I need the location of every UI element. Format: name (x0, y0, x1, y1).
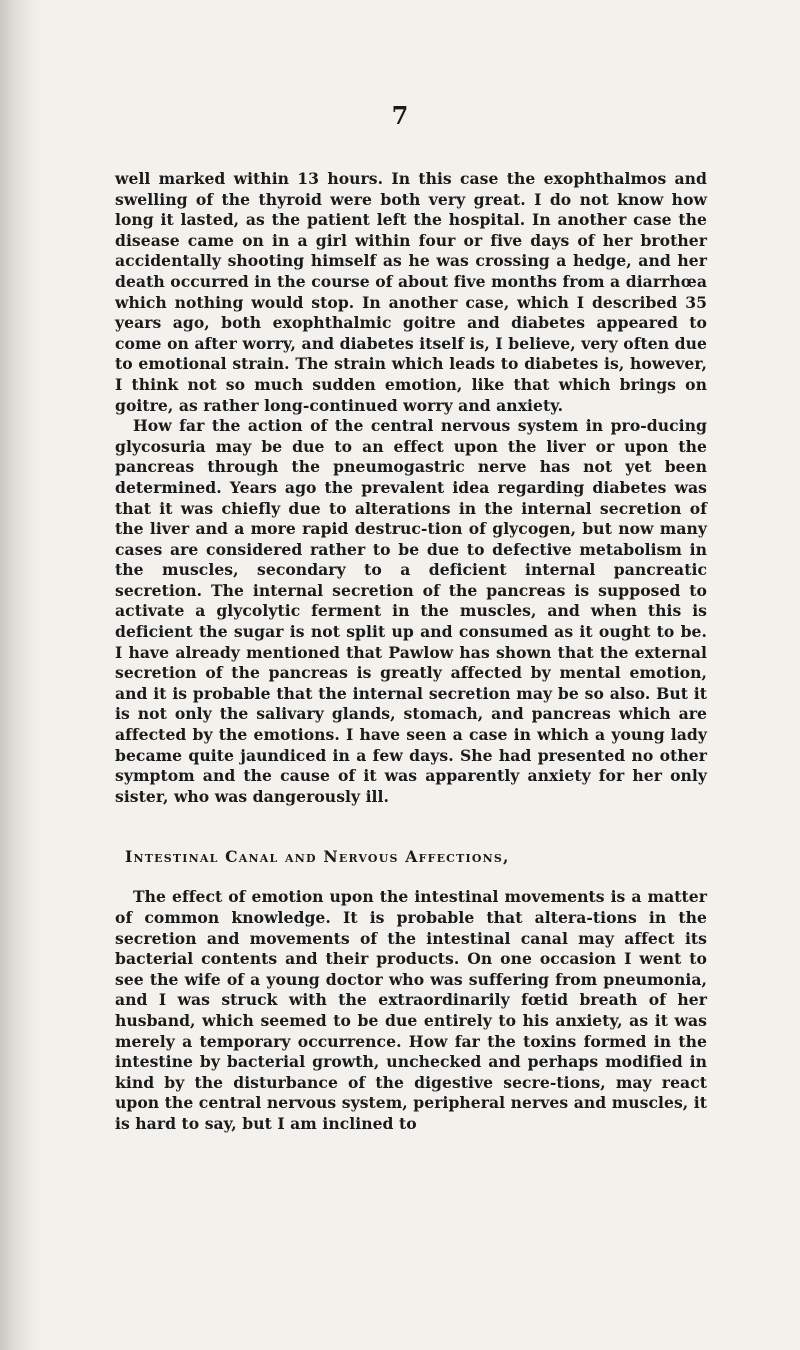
paragraph-1: well marked within 13 hours. In this case the exophthalmos and swelling of the thyroid were both very great. I do not know how long it lasted, as the patient left the hospital. In another case the disease came on in a girl within four or five days of her brother accidentally shooting himself as he was crossing a hedge, and her death occurred in the course of about five months from a diarrhœa which nothing would stop. In another case, which I described 35 years ago, both exophthalmic goitre and diabetes appeared to come on after worry, and diabetes itself is, I believe, very often due to emotional strain. The strain which leads to diabetes is, however, I think not so much sudden emotion, like that which brings on goitre, as rather long-continued worry and anxiety. (115, 169, 707, 415)
paragraph-2: How far the action of the central nervous system in pro-ducing glycosuria may be due to an effect upon the liver or upon the pancreas through the pneumogastric nerve has not yet been determined. Years ago the prevalent idea regarding diabetes was that it was chiefly due to alterations in the internal secretion of the liver and a more rapid destruc-tion of glycogen, but now many cases are considered rather to be due to defective metabolism in the muscles, secondary to a deficient internal pancreatic secretion. The internal secretion of the pancreas is supposed to activate a glycolytic ferment in the muscles, and when this is deficient the sugar is not split up and consumed as it ought to be. I have already mentioned that Pawlow has shown that the external secretion of the pancreas is greatly affected by mental emotion, and it is probable that the internal secretion may be so also. But it is not only the salivary glands, stomach, and pancreas which are affected by the emotions. I have seen a case in which a young lady became quite jaundiced in a few days. She had presented no other symptom and the cause of it was apparently anxiety for her only sister, who was dangerously ill. (115, 416, 707, 806)
body-text (115, 169, 707, 1135)
section-heading: Intestinal Canal and Nervous Affections, (125, 847, 510, 867)
page-edge-shadow (0, 0, 40, 1350)
page-number: 7 (391, 101, 409, 130)
paragraph-3: The effect of emotion upon the intestinal movements is a matter of common knowledge. It is probable that altera-tions in the secretion and movements of the intestinal canal may affect its bacterial contents and their products. On one occasion I went to see the wife of a young doctor who was suffering from pneumonia, and I was struck with the extraordinarily fœtid breath of her husband, which seemed to be due entirely to his anxiety, as it was merely a temporary occurrence. How far the toxins formed in the intestine by bacterial growth, unchecked and perhaps modified in kind by the disturbance of the digestive secre-tions, may react upon the central nervous system, peripheral nerves and muscles, it is hard to say, but I am inclined to (115, 887, 707, 1133)
